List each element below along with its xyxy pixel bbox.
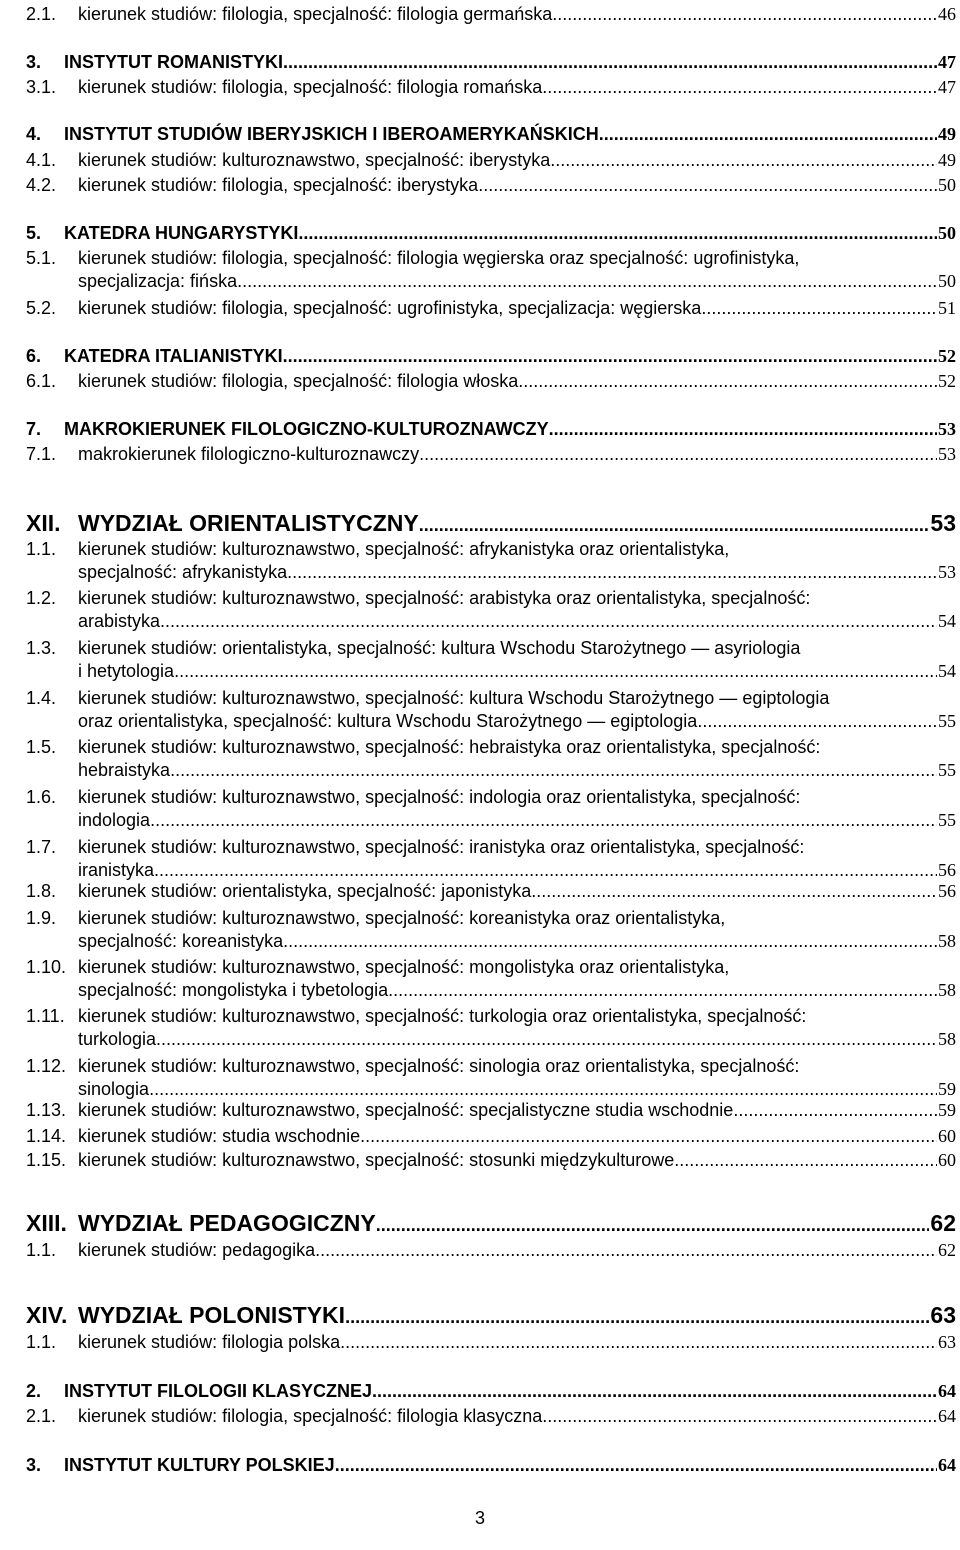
toc-entry-page: 47 — [938, 77, 956, 97]
toc-entry-page: 50 — [938, 175, 956, 195]
toc-entry-page: 63 — [938, 1332, 956, 1352]
toc-entry-number: 4. — [26, 124, 42, 144]
toc-entry-page: 54 — [938, 661, 956, 681]
toc-entry-number: 4.1. — [26, 150, 57, 170]
toc-entry-title: kierunek studiów: filologia, specjalność: filologia germańska — [78, 4, 553, 24]
toc-entry-page: 53 — [938, 419, 956, 439]
toc-entry[interactable] — [26, 1406, 956, 1427]
dot-leader — [701, 298, 937, 319]
dot-leader — [674, 1150, 937, 1171]
toc-entry-title: kierunek studiów: kulturoznawstwo, specjalność: iranistyka oraz orientalistyka, specjalność: — [78, 837, 805, 857]
toc-entry-page: 55 — [938, 810, 956, 830]
toc-entry[interactable] — [26, 737, 956, 758]
toc-entry[interactable] — [26, 1126, 956, 1147]
toc-entry[interactable] — [26, 298, 956, 319]
toc-entry-title: KATEDRA ITALIANISTYKI — [64, 346, 283, 366]
toc-entry[interactable] — [26, 787, 956, 808]
toc-entry[interactable] — [26, 688, 956, 709]
toc-entry-title: kierunek studiów: kulturoznawstwo, specjalność: kultura Wschodu Starożytnego — egiptologia — [78, 688, 830, 708]
toc-entry-number: 2. — [26, 1381, 42, 1401]
toc-entry-title: kierunek studiów: filologia, specjalność: ugrofinistyka, specjalizacja: węgierska — [78, 298, 702, 318]
toc-entry-title: kierunek studiów: filologia, specjalność: iberystyka — [78, 175, 479, 195]
toc-entry-page: 53 — [930, 510, 956, 536]
toc-entry-title: INSTYTUT STUDIÓW IBERYJSKICH I IBEROAMERYKAŃSKICH — [64, 124, 599, 144]
toc-entry-number: 1.10. — [26, 957, 67, 977]
toc-entry-page: 58 — [938, 931, 956, 951]
dot-leader — [733, 1100, 937, 1121]
dot-leader — [542, 1406, 937, 1427]
toc-entry[interactable] — [26, 1210, 956, 1238]
toc-entry-continuation: specjalność: koreanistyka ..... 58 — [78, 931, 956, 952]
toc-entry-page: 52 — [938, 371, 956, 391]
toc-entry-continuation: i hetytologia ..... 54 — [78, 661, 956, 682]
toc-entry[interactable] — [26, 588, 956, 609]
dot-leader — [388, 980, 937, 1001]
toc-entry-title: kierunek studiów: kulturoznawstwo, specjalność: hebraistyka oraz orientalistyka, specjalność: — [78, 737, 821, 757]
toc-entry-title: INSTYTUT KULTURY POLSKIEJ — [64, 1455, 335, 1475]
toc-entry-title: WYDZIAŁ POLONISTYKI — [78, 1302, 346, 1328]
toc-entry[interactable] — [26, 4, 956, 25]
toc-entry[interactable] — [26, 1100, 956, 1121]
toc-entry-continuation: hebraistyka ..... 55 — [78, 760, 956, 781]
toc-entry-number: 3. — [26, 52, 42, 72]
toc-entry-page: 56 — [938, 860, 956, 880]
toc-entry-title: kierunek studiów: studia wschodnie — [78, 1126, 361, 1146]
toc-entry-number: 3. — [26, 1455, 42, 1475]
toc-entry-number: 2.1. — [26, 4, 57, 24]
toc-entry-title: WYDZIAŁ PEDAGOGICZNY — [78, 1210, 376, 1236]
dot-leader — [550, 150, 937, 171]
toc-entry-number: 2.1. — [26, 1406, 57, 1426]
dot-leader — [478, 175, 937, 196]
toc-entry[interactable] — [26, 371, 956, 392]
toc-entry-number: 1.6. — [26, 787, 57, 807]
toc-entry-title: KATEDRA HUNGARYSTYKI — [64, 223, 299, 243]
toc-entry-number: 1.2. — [26, 588, 57, 608]
dot-leader — [697, 711, 937, 732]
toc-entry-title: kierunek studiów: kulturoznawstwo, specjalność: iberystyka — [78, 150, 551, 170]
toc-entry-title: kierunek studiów: kulturoznawstwo, specjalność: afrykanistyka oraz orientalistyka, — [78, 539, 730, 559]
toc-entry-page: 64 — [938, 1406, 956, 1426]
toc-entry-page: 64 — [938, 1455, 956, 1475]
toc-entry-number: 1.13. — [26, 1100, 67, 1120]
dot-leader — [549, 419, 937, 440]
toc-entry-page: 53 — [938, 562, 956, 582]
toc-entry-number: 1.15. — [26, 1150, 67, 1170]
toc-entry-continuation: specjalność: mongolistyka i tybetologia ..... 58 — [78, 980, 956, 1001]
toc-entry[interactable] — [26, 52, 956, 73]
dot-leader — [531, 881, 937, 902]
toc-entry-title: kierunek studiów: kulturoznawstwo, specjalność: sinologia oraz orientalistyka, specjalność: — [78, 1056, 800, 1076]
dot-leader — [170, 760, 937, 781]
toc-entry-number: 4.2. — [26, 175, 57, 195]
toc-entry-number: XII. — [26, 510, 61, 536]
toc-entry[interactable] — [26, 881, 956, 902]
toc-entry-title: kierunek studiów: kulturoznawstwo, specjalność: indologia oraz orientalistyka, specjalność: — [78, 787, 801, 807]
toc-entry-number: XIII. — [26, 1210, 67, 1236]
dot-leader — [335, 1455, 937, 1476]
toc-entry-page: 49 — [938, 124, 956, 144]
toc-entry-number: 1.9. — [26, 908, 57, 928]
toc-entry-page: 52 — [938, 346, 956, 366]
toc-entry-page: 51 — [938, 298, 956, 318]
toc-entry[interactable] — [26, 1056, 956, 1077]
toc-entry-title: makrokierunek filologiczno-kulturoznawczy — [78, 444, 420, 464]
toc-entry[interactable] — [26, 124, 956, 145]
toc-entry-number: 7. — [26, 419, 42, 439]
page-number: 3 — [474, 1508, 485, 1528]
toc-entry[interactable] — [26, 510, 956, 538]
dot-leader — [156, 1029, 937, 1050]
toc-entry[interactable] — [26, 444, 956, 465]
toc-entry-page: 53 — [938, 444, 956, 464]
toc-entry-title: kierunek studiów: kulturoznawstwo, specjalność: koreanistyka oraz orientalistyka, — [78, 908, 726, 928]
toc-entry-number: 1.5. — [26, 737, 57, 757]
toc-entry-number: 1.7. — [26, 837, 57, 857]
toc-entry-number: 3.1. — [26, 77, 57, 97]
dot-leader — [154, 860, 937, 881]
toc-entry-title: kierunek studiów: orientalistyka, specjalność: kultura Wschodu Starożytnego — asyriologia — [78, 638, 801, 658]
toc-entry-continuation: oraz orientalistyka, specjalność: kultura Wschodu Starożytnego — egiptologia ..... 55 — [78, 711, 956, 732]
toc-entry-title: kierunek studiów: kulturoznawstwo, specjalność: stosunki międzykulturowe — [78, 1150, 675, 1170]
toc-entry-continuation: turkologia ..... 58 — [78, 1029, 956, 1050]
toc-entry-number: 6. — [26, 346, 42, 366]
toc-entry[interactable] — [26, 957, 956, 978]
toc-entry-number: 1.11. — [26, 1006, 65, 1026]
toc-entry-number: XIV. — [26, 1302, 68, 1328]
dot-leader — [160, 611, 937, 632]
toc-entry-number: 5. — [26, 223, 42, 243]
toc-entry[interactable] — [26, 539, 956, 560]
toc-entry-page: 58 — [938, 980, 956, 1000]
dot-leader — [340, 1332, 937, 1353]
dot-leader — [419, 512, 930, 538]
toc-entry-number: 1.1. — [26, 1332, 57, 1352]
toc-entry-title: kierunek studiów: pedagogika — [78, 1240, 316, 1260]
toc-entry[interactable] — [26, 175, 956, 196]
toc-entry-title: WYDZIAŁ ORIENTALISTYCZNY — [78, 510, 419, 536]
toc-entry[interactable] — [26, 638, 956, 659]
toc-entry-continuation: specjalność: afrykanistyka ..... 53 — [78, 562, 956, 583]
toc-entry-number: 1.1. — [26, 1240, 57, 1260]
toc-entry-title: MAKROKIERUNEK FILOLOGICZNO-KULTUROZNAWCZY — [64, 419, 549, 439]
toc-entry-title: kierunek studiów: filologia polska — [78, 1332, 341, 1352]
dot-leader — [287, 562, 937, 583]
toc-entry-title: kierunek studiów: filologia, specjalność: filologia włoska — [78, 371, 519, 391]
toc-entry[interactable] — [26, 1455, 956, 1476]
toc-entry-number: 1.12. — [26, 1056, 67, 1076]
toc-entry-page: 49 — [938, 150, 956, 170]
toc-entry-number: 1.14. — [26, 1126, 67, 1146]
dot-leader — [283, 931, 937, 952]
toc-entry[interactable] — [26, 150, 956, 171]
toc-entry-number: 1.1. — [26, 539, 57, 559]
toc-entry-page: 59 — [938, 1100, 956, 1120]
toc-entry[interactable] — [26, 837, 956, 858]
dot-leader — [149, 1079, 937, 1100]
dot-leader — [237, 271, 937, 292]
toc-entry[interactable] — [26, 1302, 956, 1330]
dot-leader — [419, 444, 937, 465]
toc-entry-title: INSTYTUT FILOLOGII KLASYCZNEJ — [64, 1381, 373, 1401]
toc-entry-number: 1.4. — [26, 688, 57, 708]
toc-entry[interactable] — [26, 908, 956, 929]
toc-entry[interactable] — [26, 1240, 956, 1261]
toc-entry-page: 58 — [938, 1029, 956, 1049]
toc-entry-page: 46 — [938, 4, 956, 24]
toc-entry[interactable] — [26, 1006, 956, 1027]
dot-leader — [542, 77, 937, 98]
toc-entry-page: 50 — [938, 223, 956, 243]
toc-entry-title: kierunek studiów: kulturoznawstwo, specjalność: mongolistyka oraz orientalistyka, — [78, 957, 730, 977]
toc-entry-title: INSTYTUT ROMANISTYKI — [64, 52, 283, 72]
toc-entry[interactable] — [26, 248, 956, 269]
toc-entry-title: kierunek studiów: filologia, specjalność: filologia klasyczna — [78, 1406, 543, 1426]
dot-leader — [298, 223, 937, 244]
toc-entry-continuation: specjalizacja: fińska ..... 50 — [78, 271, 956, 292]
dot-leader — [174, 661, 937, 682]
toc-entry-page: 63 — [930, 1302, 956, 1328]
dot-leader — [599, 124, 937, 145]
toc-entry-page: 62 — [938, 1240, 956, 1260]
toc-entry-continuation: indologia ..... 55 — [78, 810, 956, 831]
toc-entry-page: 62 — [930, 1210, 956, 1236]
toc-entry-continuation: arabistyka ..... 54 — [78, 611, 956, 632]
toc-entry-number: 7.1. — [26, 444, 57, 464]
toc-entry-title: kierunek studiów: filologia, specjalność: filologia węgierska oraz specjalność: ugrofinistyka, — [78, 248, 800, 268]
dot-leader — [345, 1304, 929, 1330]
toc-entry-title: kierunek studiów: orientalistyka, specjalność: japonistyka — [78, 881, 532, 901]
toc-entry[interactable] — [26, 223, 956, 244]
toc-entry-number: 1.3. — [26, 638, 57, 658]
toc-entry-page: 50 — [938, 271, 956, 291]
toc-entry-page: 60 — [938, 1126, 956, 1146]
dot-leader — [283, 52, 937, 73]
dot-leader — [372, 1381, 937, 1402]
dot-leader — [360, 1126, 937, 1147]
dot-leader — [283, 346, 937, 367]
toc-entry-title: kierunek studiów: kulturoznawstwo, specjalność: arabistyka oraz orientalistyka, specjalność: — [78, 588, 811, 608]
dot-leader — [518, 371, 937, 392]
toc-entry-continuation: sinologia ..... 59 — [78, 1079, 956, 1100]
toc-entry[interactable] — [26, 1381, 956, 1402]
toc-entry-page: 55 — [938, 760, 956, 780]
toc-entry-continuation: iranistyka ..... 56 — [78, 860, 956, 881]
toc-entry-number: 5.1. — [26, 248, 57, 268]
toc-entry[interactable] — [26, 419, 956, 440]
toc-entry-page: 55 — [938, 711, 956, 731]
toc-entry[interactable] — [26, 1332, 956, 1353]
toc-entry-page: 60 — [938, 1150, 956, 1170]
toc-entry-page: 54 — [938, 611, 956, 631]
toc-entry[interactable] — [26, 1150, 956, 1171]
toc-entry-page: 47 — [938, 52, 956, 72]
dot-leader — [315, 1240, 937, 1261]
toc-entry-title: kierunek studiów: kulturoznawstwo, specjalność: turkologia oraz orientalistyka, specjalność: — [78, 1006, 807, 1026]
toc-entry-page: 59 — [938, 1079, 956, 1099]
toc-entry-title: kierunek studiów: filologia, specjalność: filologia romańska — [78, 77, 543, 97]
toc-entry-number: 1.8. — [26, 881, 57, 901]
toc-entry-title: kierunek studiów: kulturoznawstwo, specjalność: specjalistyczne studia wschodnie — [78, 1100, 734, 1120]
toc-entry-page: 64 — [938, 1381, 956, 1401]
toc-entry-number: 5.2. — [26, 298, 57, 318]
dot-leader — [150, 810, 937, 831]
toc-entry[interactable] — [26, 346, 956, 367]
dot-leader — [552, 4, 937, 25]
toc-entry[interactable] — [26, 77, 956, 98]
toc-entry-number: 6.1. — [26, 371, 57, 391]
dot-leader — [376, 1212, 930, 1238]
toc-entry-page: 56 — [938, 881, 956, 901]
